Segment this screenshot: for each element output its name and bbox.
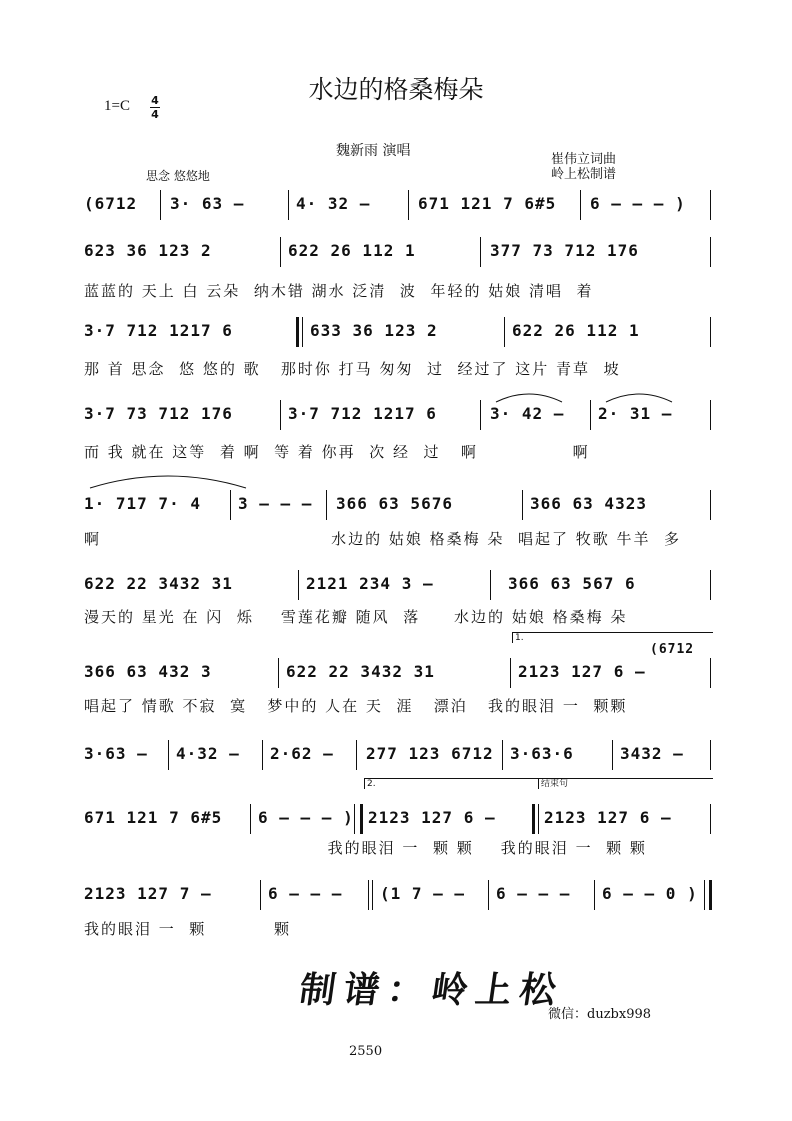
measure: 671 121 7 6#5 bbox=[84, 808, 223, 827]
lyrics-line-3: 那 首 思念 悠 悠的 歌 那时你 打马 匆匆 过 经过了 这片 青草 坡 bbox=[84, 360, 621, 378]
measure: 3·63 – bbox=[84, 744, 148, 763]
lyrics-line-9: 我的眼泪 一 颗 颗 我的眼泪 一 颗 颗 bbox=[84, 839, 647, 857]
measure: (6712 bbox=[84, 194, 138, 213]
lyrics-line-5: 啊 水边的 姑娘 格桑梅 朵 唱起了 牧歌 牛羊 多 bbox=[84, 530, 682, 548]
measure: 366 63 4323 bbox=[530, 494, 647, 513]
measure: 622 26 112 1 bbox=[288, 241, 416, 260]
tempo-mark: 思念 悠悠地 bbox=[146, 169, 210, 183]
lyrics-line-2: 蓝蓝的 天上 白 云朵 纳木错 湖水 泛清 波 年轻的 姑娘 清唱 着 bbox=[84, 282, 594, 300]
measure: (6712 bbox=[650, 642, 695, 657]
measure: 366 63 432 3 bbox=[84, 662, 212, 681]
measure: 2· 31 – bbox=[598, 404, 673, 423]
arranger-signature: 制谱：岭上松 bbox=[296, 969, 567, 1011]
score-system-10 bbox=[84, 880, 714, 912]
measure: 671 121 7 6#5 bbox=[418, 194, 557, 213]
volta-ending: 结束句 bbox=[538, 778, 713, 789]
measure: 277 123 6712 bbox=[366, 744, 494, 763]
measure: 622 22 3432 31 bbox=[286, 662, 435, 681]
measure: 3·7 73 712 176 bbox=[84, 404, 233, 423]
measure: 633 36 123 2 bbox=[310, 321, 438, 340]
measure: 2123 127 7 – bbox=[84, 884, 212, 903]
measure: 3·7 712 1217 6 bbox=[84, 321, 233, 340]
measure: (1 7 – – bbox=[380, 884, 466, 903]
score-system-1 bbox=[84, 190, 714, 222]
score-system-9 bbox=[84, 804, 714, 836]
measure: 6 – – – bbox=[496, 884, 571, 903]
composer-credit: 崔伟立词曲 bbox=[551, 152, 617, 167]
score-system-2 bbox=[84, 237, 714, 269]
score-system-8 bbox=[84, 740, 714, 772]
volta-second: 2. bbox=[364, 778, 539, 789]
measure: 622 26 112 1 bbox=[512, 321, 640, 340]
measure: 6 – – – ) bbox=[590, 194, 686, 213]
measure: 3·63·6 bbox=[510, 744, 574, 763]
measure: 4·32 – bbox=[176, 744, 240, 763]
volta-first: 1. bbox=[512, 632, 713, 643]
key-signature: 1=C bbox=[104, 98, 130, 114]
score-system-4 bbox=[84, 400, 714, 432]
score-system-3 bbox=[84, 317, 714, 349]
measure: 3· 42 – bbox=[490, 404, 565, 423]
measure: 377 73 712 176 bbox=[490, 241, 639, 260]
measure: 6 – – – bbox=[268, 884, 343, 903]
score-system-5 bbox=[84, 490, 714, 522]
time-signature-bottom: 4 bbox=[151, 108, 159, 121]
measure: 3432 – bbox=[620, 744, 684, 763]
time-signature bbox=[150, 95, 160, 120]
lyrics-line-7: 唱起了 情歌 不寂 寞 梦中的 人在 天 涯 漂泊 我的眼泪 一 颗颗 bbox=[84, 697, 628, 715]
arranger-credit: 岭上松制谱 bbox=[551, 167, 617, 182]
song-title: 水边的格桑梅朵 bbox=[308, 75, 484, 104]
measure: 6 – – 0 ) bbox=[602, 884, 698, 903]
measure: 2121 234 3 – bbox=[306, 574, 434, 593]
score-system-6 bbox=[84, 570, 714, 602]
lyrics-line-4: 而 我 就在 这等 着 啊 等 着 你再 次 经 过 啊 啊 bbox=[84, 443, 590, 461]
measure: 4· 32 – bbox=[296, 194, 371, 213]
measure: 622 22 3432 31 bbox=[84, 574, 233, 593]
measure: 366 63 567 6 bbox=[508, 574, 636, 593]
measure: 2123 127 6 – bbox=[544, 808, 672, 827]
measure: 6 – – – ) bbox=[258, 808, 354, 827]
measure: 3·7 712 1217 6 bbox=[288, 404, 437, 423]
measure: 2123 127 6 – bbox=[518, 662, 646, 681]
measure: 623 36 123 2 bbox=[84, 241, 212, 260]
time-signature-top: 4 bbox=[151, 94, 159, 107]
measure: 2123 127 6 – bbox=[368, 808, 496, 827]
lyrics-line-10: 我的眼泪 一 颗 颗 bbox=[84, 920, 291, 938]
wechat-contact: 微信：duzbx998 bbox=[548, 1007, 652, 1022]
measure: 1· 717 7· 4 bbox=[84, 494, 201, 513]
singer-credit: 魏新雨 演唱 bbox=[336, 143, 411, 159]
score-system-7 bbox=[84, 642, 714, 690]
measure: 366 63 5676 bbox=[336, 494, 453, 513]
measure: 2·62 – bbox=[270, 744, 334, 763]
page-number: 2550 bbox=[349, 1044, 383, 1059]
measure: 3 – – – bbox=[238, 494, 313, 513]
measure: 3· 63 – bbox=[170, 194, 245, 213]
lyrics-line-6: 漫天的 星光 在 闪 烁 雪莲花瓣 随风 落 水边的 姑娘 格桑梅 朵 bbox=[84, 608, 628, 626]
